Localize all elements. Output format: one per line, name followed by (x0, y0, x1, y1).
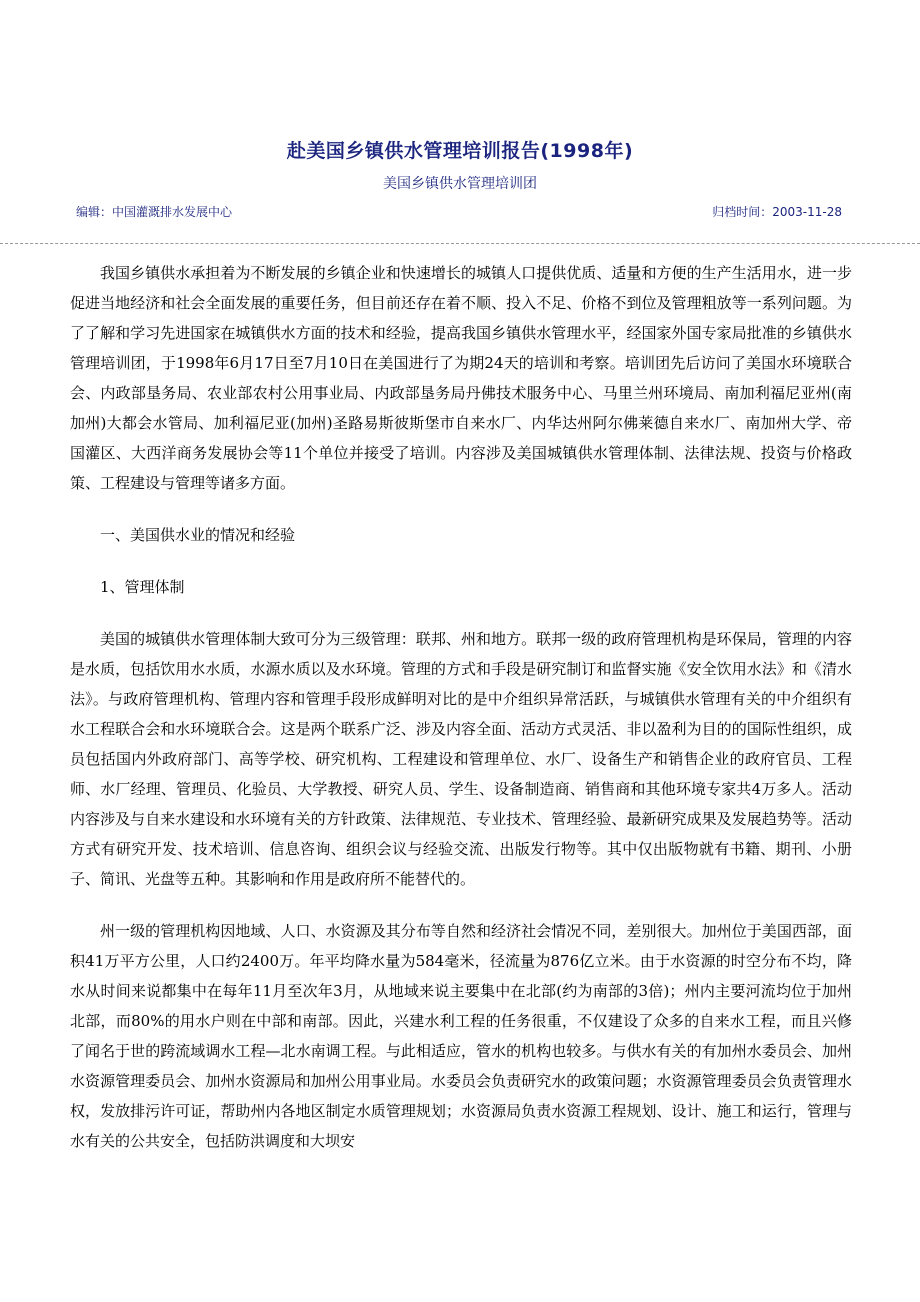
paragraph-federal: 美国的城镇供水管理体制大致可分为三级管理：联邦、州和地方。联邦一级的政府管理机构是环保局，管理的内容是水质，包括饮用水水质，水源水质以及水环境。管理的方式和手段是研究制订和监督实施《安全饮用水法》和《清水法》。与政府管理机构、管理内容和管理手段形成鲜明对比的是中介组织异常活跃，与城镇供水管理有关的中介组织有水工程联合会和水环境联合会。这是两个联系广泛、涉及内容全面、活动方式灵活、非以盈利为目的的国际性组织，成员包括国内外政府部门、高等学校、研究机构、工程建设和管理单位、水厂、设备生产和销售企业的政府官员、工程师、水厂经理、管理员、化验员、大学教授、研究人员、学生、设备制造商、销售商和其他环境专家共4万多人。活动内容涉及与自来水建设和水环境有关的方针政策、法律规范、专业技术、管理经验、最新研究成果及发展趋势等。活动方式有研究开发、技术培训、信息咨询、组织会议与经验交流、出版发行物等。其中仅出版物就有书籍、期刊、小册子、简讯、光盘等五种。其影响和作用是政府所不能替代的。 (70, 630, 852, 888)
paragraph-state: 州一级的管理机构因地域、人口、水资源及其分布等自然和经济社会情况不同，差别很大。加州位于美国西部，面积41万平方公里，人口约2400万。年平均降水量为584毫米，径流量为876亿立米。由于水资源的时空分布不均，降水从时间来说都集中在每年11月至次年3月，从地域来说主要集中在北部(约为南部的3倍)；州内主要河流均位于加州北部，而80%的用水户则在中部和南部。因此，兴建水利工程的任务很重，不仅建设了众多的自来水工程，而且兴修了闻名于世的跨流域调水工程—北水南调工程。与此相适应，管水的机构也较多。与供水有关的有加州水委员会、加州水资源管理委员会、加州水资源局和加州公用事业局。水委员会负责研究水的政策问题；水资源管理委员会负责管理水权，发放排污许可证，帮助州内各地区制定水质管理规划；水资源局负责水资源工程规划、设计、施工和运行，管理与水有关的公共安全，包括防洪调度和大坝安 (70, 922, 852, 1150)
editor-label: 编辑：中国灌溉排水发展中心 (76, 205, 233, 219)
document-subtitle: 美国乡镇供水管理培训团 (383, 176, 537, 192)
section-heading: 一、美国供水业的情况和经验 (100, 526, 296, 544)
document-title: 赴美国乡镇供水管理培训报告(1998年) (286, 140, 634, 162)
paragraph-intro: 我国乡镇供水承担着为不断发展的乡镇企业和快速增长的城镇人口提供优质、适量和方便的生产生活用水，进一步促进当地经济和社会全面发展的重要任务，但目前还存在着不顺、投入不足、价格不到位及管理粗放等一系列问题。为了了解和学习先进国家在城镇供水方面的技术和经验，提高我国乡镇供水管理水平，经国家外国专家局批准的乡镇供水管理培训团，于1998年6月17日至7月10日在美国进行了为期24天的培训和考察。培训团先后访问了美国水环境联合会、内政部垦务局、农业部农村公用事业局、内政部垦务局丹佛技术服务中心、马里兰州环境局、南加利福尼亚州(南加州)大都会水管局、加利福尼亚(加州)圣路易斯彼斯堡市自来水厂、内华达州阿尔佛莱德自来水厂、南加州大学、帝国灌区、大西洋商务发展协会等11个单位并接受了培训。内容涉及美国城镇供水管理体制、法律法规、投资与价格政策、工程建设与管理等诸多方面。 (70, 264, 852, 492)
subsection-heading: 1、管理体制 (100, 578, 185, 596)
archive-time-label: 归档时间：2003-11-28 (712, 205, 842, 219)
header-divider (0, 243, 920, 244)
document-body (70, 258, 852, 1156)
